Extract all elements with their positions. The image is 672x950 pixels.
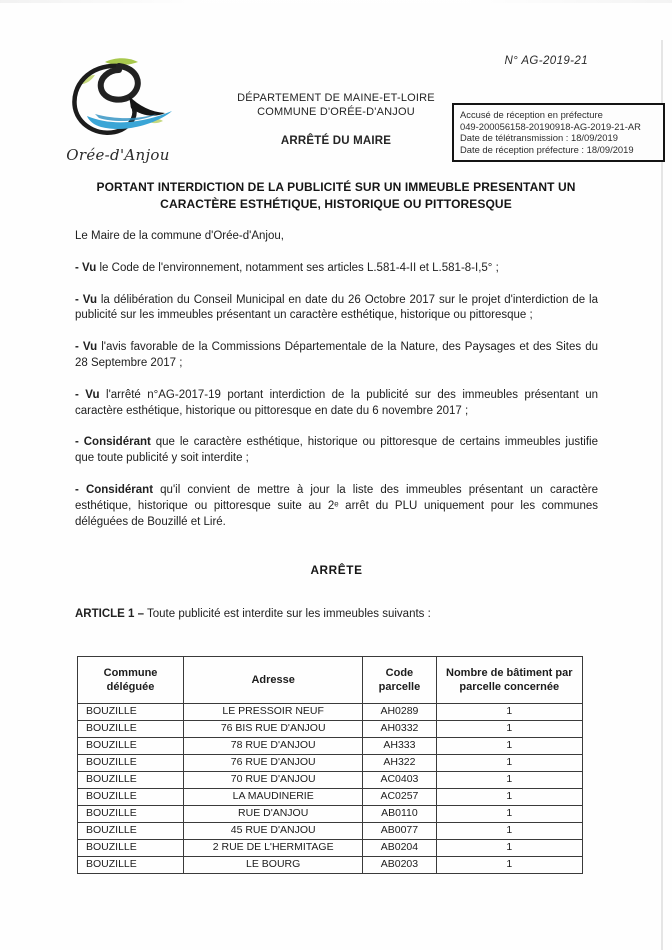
table-row bbox=[78, 856, 583, 873]
table-cell: BOUZILLE bbox=[78, 856, 184, 873]
col-header-nombre-batiment: Nombre de bâtiment par parcelle concernée bbox=[436, 656, 582, 703]
recital-keyword: - Considérant bbox=[75, 436, 151, 449]
table-cell: 1 bbox=[436, 839, 582, 856]
table-cell: LE PRESSOIR NEUF bbox=[184, 703, 363, 720]
table-cell: BOUZILLE bbox=[78, 720, 184, 737]
recital-vu-deliberation bbox=[75, 293, 598, 325]
table-cell: BOUZILLE bbox=[78, 805, 184, 822]
table-row bbox=[78, 737, 583, 754]
table-header-row bbox=[78, 656, 583, 703]
table-cell: 76 RUE D'ANJOU bbox=[184, 754, 363, 771]
header-arrete-du-maire: ARRÊTÉ DU MAIRE bbox=[280, 135, 392, 147]
table-cell: 1 bbox=[436, 822, 582, 839]
decree-body bbox=[75, 229, 598, 874]
table-cell: BOUZILLE bbox=[78, 771, 184, 788]
recital-considerant-1 bbox=[75, 435, 598, 467]
recital-text: le Code de l'environnement, notamment ses articles L.581-4-II et L.581-8-I,5° ; bbox=[96, 261, 499, 274]
stamp-line-4: Date de réception préfecture : 18/09/2019 bbox=[460, 143, 634, 155]
table-cell: 1 bbox=[436, 805, 582, 822]
table-cell: AH333 bbox=[363, 737, 436, 754]
decree-title-line-2: CARACTÈRE ESTHÉTIQUE, HISTORIQUE OU PITTORESQUE bbox=[160, 196, 512, 211]
recital-keyword: - Considérant bbox=[75, 483, 154, 496]
forbidden-buildings-table bbox=[77, 656, 583, 874]
prefecture-reception-stamp bbox=[452, 103, 665, 162]
table-cell: BOUZILLE bbox=[78, 703, 184, 720]
arrete-heading: ARRÊTE bbox=[310, 563, 363, 578]
table-cell: BOUZILLE bbox=[78, 822, 184, 839]
recital-keyword: - Vu bbox=[75, 293, 97, 306]
table-cell: 70 RUE D'ANJOU bbox=[184, 771, 363, 788]
table-cell: AB0203 bbox=[363, 856, 436, 873]
article-1-line bbox=[75, 607, 598, 623]
table-row bbox=[78, 805, 583, 822]
recital-text: qu'il convient de mettre à jour la liste des immeubles présentant un caractère esthétique, historique ou pittoresque suite au 2ᵉ arrêt du PLU uniquement pour les communes déléguées de Bouzillé et Liré. bbox=[75, 483, 598, 528]
recital-text: l'arrêté n°AG-2017-19 portant interdiction de la publicité sur des immeubles présentant un caractère esthétique, historique ou pittoresque en date du 6 novembre 2017 ; bbox=[75, 388, 599, 417]
col-header-code-parcelle: Code parcelle bbox=[363, 656, 436, 703]
table-cell: AC0257 bbox=[363, 788, 436, 805]
table-row bbox=[78, 839, 583, 856]
recital-keyword: - Vu bbox=[75, 341, 98, 354]
header-departement: DÉPARTEMENT DE MAINE-ET-LOIRE bbox=[237, 92, 435, 104]
table-cell: 1 bbox=[436, 788, 582, 805]
table-cell: BOUZILLE bbox=[78, 788, 184, 805]
table-cell: 1 bbox=[436, 737, 582, 754]
table-cell: BOUZILLE bbox=[78, 839, 184, 856]
table-cell: 2 RUE DE L'HERMITAGE bbox=[184, 839, 363, 856]
table-row bbox=[78, 754, 583, 771]
decree-title bbox=[0, 179, 672, 212]
stamp-line-2: 049-200056158-20190918-AG-2019-21-AR bbox=[460, 120, 641, 132]
table-cell: LE BOURG bbox=[184, 856, 363, 873]
table-cell: AC0403 bbox=[363, 771, 436, 788]
stamp-line-3: Date de télétransmission : 18/09/2019 bbox=[460, 132, 618, 144]
recital-vu-arrete bbox=[75, 388, 598, 420]
table-row bbox=[78, 788, 583, 805]
table-cell: AB0077 bbox=[363, 822, 436, 839]
recital-text: la délibération du Conseil Municipal en date du 26 Octobre 2017 sur le projet d'interdiction de la publicité sur les immeubles présentant un caractère esthétique, historique ou pittoresque ; bbox=[75, 293, 598, 322]
recital-considerant-2 bbox=[75, 483, 598, 530]
table-cell: 1 bbox=[436, 771, 582, 788]
recital-vu-avis bbox=[75, 340, 598, 372]
table-cell: 76 BIS RUE D'ANJOU bbox=[184, 720, 363, 737]
table-cell: AH0289 bbox=[363, 703, 436, 720]
table-cell: 1 bbox=[436, 754, 582, 771]
document-number: N° AG-2019-21 bbox=[504, 55, 588, 67]
table-row bbox=[78, 771, 583, 788]
table-cell: AH0332 bbox=[363, 720, 436, 737]
table-cell: BOUZILLE bbox=[78, 737, 184, 754]
recital-text: l'avis favorable de la Commissions Départementale de la Nature, des Paysages et des Sites du 28 Septembre 2017 ; bbox=[75, 341, 598, 369]
header-commune: COMMUNE D'ORÉE-D'ANJOU bbox=[257, 106, 415, 118]
scan-artifact-right-edge bbox=[661, 40, 663, 950]
table-cell: 1 bbox=[436, 703, 582, 720]
article-1-text: Toute publicité est interdite sur les immeubles suivants : bbox=[144, 608, 431, 621]
recital-vu-code bbox=[75, 261, 598, 277]
table-row bbox=[78, 720, 583, 737]
scan-artifact-top bbox=[0, 0, 672, 3]
table-cell: AH322 bbox=[363, 754, 436, 771]
recital-keyword: - Vu bbox=[75, 388, 100, 401]
recital-text: que le caractère esthétique, historique ou pittoresque de certains immeubles justifie que toute publicité y soit interdite ; bbox=[75, 436, 599, 465]
table-cell: RUE D'ANJOU bbox=[184, 805, 363, 822]
table-cell: 1 bbox=[436, 856, 582, 873]
intro-line: Le Maire de la commune d'Orée-d'Anjou, bbox=[75, 230, 284, 242]
col-header-adresse: Adresse bbox=[184, 656, 363, 703]
stamp-line-1: Accusé de réception en préfecture bbox=[460, 109, 603, 120]
article-1-label: ARTICLE 1 – bbox=[75, 608, 145, 621]
parcel-table-body bbox=[78, 703, 583, 873]
recital-keyword: - Vu bbox=[75, 261, 97, 274]
table-cell: AB0110 bbox=[363, 805, 436, 822]
table-row bbox=[78, 822, 583, 839]
table-row bbox=[78, 703, 583, 720]
table-cell: AB0204 bbox=[363, 839, 436, 856]
table-cell: 45 RUE D'ANJOU bbox=[184, 822, 363, 839]
decree-title-line-1: PORTANT INTERDICTION DE LA PUBLICITÉ SUR UN IMMEUBLE PRESENTANT UN bbox=[96, 180, 576, 194]
table-cell: BOUZILLE bbox=[78, 754, 184, 771]
table-cell: 78 RUE D'ANJOU bbox=[184, 737, 363, 754]
logo-caption: Orée-d'Anjou bbox=[66, 146, 170, 164]
table-cell: 1 bbox=[436, 720, 582, 737]
table-cell: LA MAUDINERIE bbox=[184, 788, 363, 805]
col-header-commune: Commune déléguée bbox=[78, 656, 184, 703]
